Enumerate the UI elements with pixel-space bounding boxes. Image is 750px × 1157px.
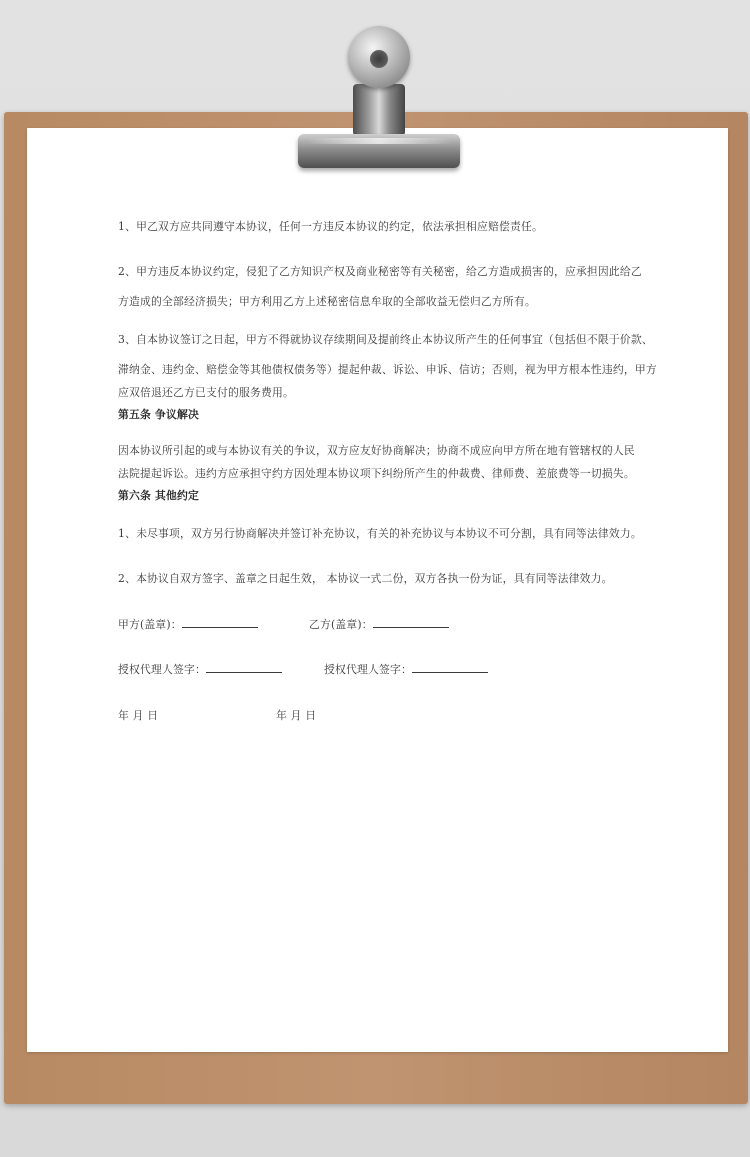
agent-a-signature-label: 授权代理人签字： [118,663,206,676]
agent-b-signature-field [324,662,488,677]
clip-hole [370,50,388,68]
date-party-a: 年 月 日 [118,709,159,722]
clause-paragraph-3-line-3: 应双倍退还乙方已支付的服务费用。 [118,386,294,399]
clause-paragraph-2-line-2: 方造成的全部经济损失；甲方利用乙方上述秘密信息牟取的全部收益无偿归乙方所有。 [118,295,536,308]
party-a-seal-line [182,617,258,628]
agent-a-signature-field [118,662,282,677]
clause-paragraph-3-line-2: 滞纳金、违约金、赔偿金等其他债权债务等）提起仲裁、诉讼、申诉、信访；否则，视为甲方根本性违约，甲方 [118,363,657,376]
date-party-b: 年 月 日 [276,709,317,722]
party-b-seal-label: 乙方(盖章)： [309,618,373,631]
section-heading-5: 第五条 争议解决 [118,408,199,421]
clause-paragraph-3-line-1: 3、自本协议签订之日起，甲方不得就协议存续期间及提前终止本协议所产生的任何事宜（包括但不限于价款、 [118,333,653,346]
party-a-seal-label: 甲方(盖章)： [118,618,182,631]
clip-shine [306,138,452,144]
agent-b-signature-label: 授权代理人签字： [324,663,412,676]
other-paragraph-2: 2、本协议自双方签字、盖章之日起生效， 本协议一式二份，双方各执一份为证，具有同等法律效力。 [118,572,613,585]
agent-b-signature-line [412,662,488,673]
other-paragraph-1: 1、未尽事项，双方另行协商解决并签订补充协议，有关的补充协议与本协议不可分割，具有同等法律效力。 [118,527,642,540]
agent-a-signature-line [206,662,282,673]
clip-neck [353,84,405,136]
dispute-paragraph-line-2: 法院提起诉讼。违约方应承担守约方因处理本协议项下纠纷所产生的仲裁费、律师费、差旅费等一切损失。 [118,467,635,480]
party-b-seal-field [309,617,449,632]
party-b-seal-line [373,617,449,628]
clause-paragraph-1: 1、甲乙双方应共同遵守本协议，任何一方违反本协议的约定，依法承担相应赔偿责任。 [118,220,543,233]
dispute-paragraph-line-1: 因本协议所引起的或与本协议有关的争议，双方应友好协商解决；协商不成应向甲方所在地有管辖权的人民 [118,444,635,457]
party-a-seal-field [118,617,258,632]
clause-paragraph-2-line-1: 2、甲方违反本协议约定，侵犯了乙方知识产权及商业秘密等有关秘密，给乙方造成损害的，应承担因此给乙 [118,265,642,278]
section-heading-6: 第六条 其他约定 [118,489,199,502]
